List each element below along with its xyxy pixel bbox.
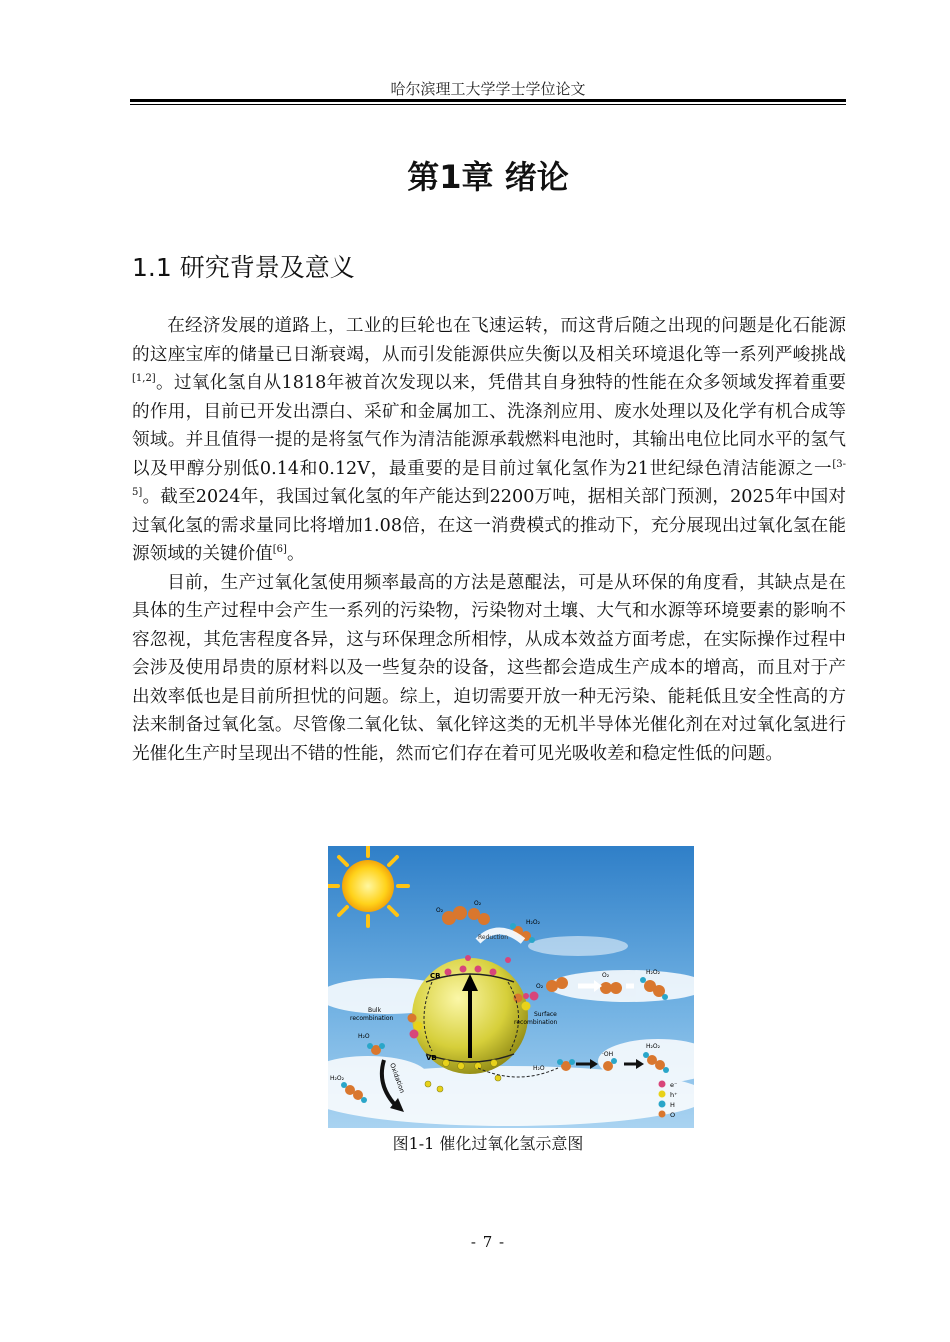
- label-h2o-left: H₂O: [358, 1033, 370, 1040]
- legend-electron: e⁻: [670, 1081, 678, 1089]
- paragraph-1-text-d: 。: [286, 544, 305, 564]
- label-cb: CB: [430, 972, 441, 980]
- paragraph-1-text-c: 。截至2024年，我国过氧化氢的年产能达到2200万吨，据相关部门预测，2025年中国对过氧化氢的需求量同比将增加1.08倍，在这一消费模式的推动下，充分展现出过氧化氢在能源领域的关键价值: [132, 487, 846, 564]
- sun-icon: [328, 846, 408, 926]
- citation-1-2: [1,2]: [132, 373, 156, 384]
- label-o2-top: O₂: [436, 907, 444, 914]
- paragraph-1-text-a: 在经济发展的道路上，工业的巨轮也在飞速运转，而这背后随之出现的问题是化石能源的这座宝库的储量已日渐衰竭，从而引发能源供应失衡以及相关环境退化等一系列严峻挑战: [132, 316, 846, 365]
- header-rule-thick: [130, 99, 846, 102]
- photocatalysis-figure: [328, 846, 694, 1128]
- label-o2-b: O₂: [474, 900, 482, 907]
- paragraph-2: 目前，生产过氧化氢使用频率最高的方法是蒽醌法，可是从环保的角度看，其缺点是在具体的生产过程中会产生一系列的污染物，污染物对土壤、大气和水源等环境要素的影响不容忽视，其危害程度各异，这与环保理念所相悖，从成本效益方面考虑，在实际操作过程中会涉及使用昂贵的原材料以及一些复杂的设备，这些都会造成生产成本的增高，而且对于产出效率低也是目前所担忧的问题。综上，迫切需要开放一种无污染、能耗低且安全性高的方法来制备过氧化氢。尽管像二氧化钛、氧化锌这类的无机半导体光催化剂在对过氧化氢进行光催化生产时呈现出不错的性能，然而它们存在着可见光吸收差和稳定性低的问题。: [132, 572, 846, 764]
- label-oxidation: Oxidation: [388, 1061, 407, 1095]
- page-number: - 7 -: [470, 1233, 506, 1251]
- label-h2o2-mid: H₂O₂: [646, 1043, 661, 1050]
- section-title: 1.1 研究背景及意义: [132, 253, 355, 282]
- label-o2-d: O₂: [602, 972, 610, 979]
- label-surface: Surface: [534, 1011, 557, 1018]
- label-oh: ·OH: [602, 1051, 614, 1058]
- label-h2o-mid: H₂O: [533, 1065, 545, 1072]
- label-o2-c: O₂: [536, 983, 544, 990]
- label-vb: VB: [426, 1054, 437, 1062]
- body-text: [132, 312, 846, 768]
- chapter-title: 第1章 绪论: [407, 158, 569, 196]
- citation-6: [6]: [272, 544, 287, 555]
- label-h2o2-right: H₂O₂: [646, 969, 661, 976]
- label-bulk: Bulk: [368, 1007, 382, 1014]
- figure-caption: 图1-1 催化过氧化氢示意图: [392, 1134, 584, 1153]
- citation-3-5: [3-5]: [132, 458, 846, 498]
- legend-hydrogen: H: [670, 1101, 675, 1109]
- label-bulk-recombination: recombination: [350, 1015, 394, 1022]
- label-surface-recombination: recombination: [514, 1019, 558, 1026]
- label-reduction: Reduction: [478, 934, 508, 941]
- paragraph-1: [132, 312, 846, 569]
- running-header: 哈尔滨理工大学学士学位论文: [390, 80, 586, 98]
- legend-oxygen: O: [670, 1111, 676, 1119]
- legend-hole: h⁺: [670, 1091, 678, 1099]
- label-h2o2-top: H₂O₂: [526, 919, 541, 926]
- header-rule-thin: [130, 104, 846, 105]
- label-h2o2-left: H₂O₂: [330, 1075, 345, 1082]
- paragraph-1-text-b: 。过氧化氢自从1818年被首次发现以来，凭借其自身独特的性能在众多领域发挥着重要的作用，目前已开发出漂白、采矿和金属加工、洗涤剂应用、废水处理以及化学有机合成等领域。并且值得一提的是将氢气作为清洁能源承载燃料电池时，其输出电位比同水平的氢气以及甲醇分别低0.14和0.12V，最重要的是目前过氧化氢作为21世纪绿色清洁能源之一: [132, 373, 846, 479]
